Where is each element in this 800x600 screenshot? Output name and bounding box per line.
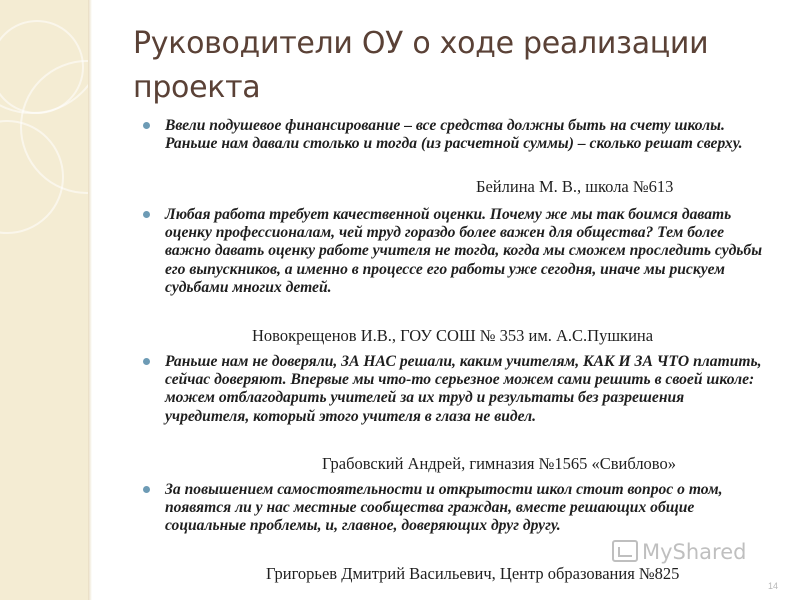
quote-text: Ввели подушевое финансирование – все средства должны быть на счету школы. Раньше нам давали столько и тогда (из расчетной суммы) – сколько решат сверху. xyxy=(165,117,743,153)
quote-author: Новокрещенов И.В., ГОУ СОШ № 353 им. А.С.Пушкина xyxy=(252,326,654,345)
quote-author: Бейлина М. В., школа №613 xyxy=(476,177,674,196)
quote-text: За повышением самостоятельности и открытости школ стоит вопрос о том, появятся ли у нас местные сообщества граждан, вместе решающих общие социальные проблемы, и, главное, доверяющих друг другу. xyxy=(165,481,723,535)
quote-item-4 xyxy=(165,481,765,536)
bullet-icon xyxy=(143,211,150,218)
watermark-text: MyShared xyxy=(642,540,747,564)
bullet-icon xyxy=(143,486,150,493)
bullet-icon xyxy=(143,122,150,129)
watermark-logo xyxy=(612,540,746,564)
quote-item-2 xyxy=(165,206,765,297)
slide-title: Руководители ОУ о ходе реализации проекта xyxy=(133,26,709,105)
slide-number: 14 xyxy=(768,581,779,591)
quote-author: Григорьев Дмитрий Васильевич, Центр образования №825 xyxy=(266,564,680,583)
bullet-icon xyxy=(143,358,150,365)
quote-text: Любая работа требует качественной оценки. Почему же мы так боимся давать оценку профессионалам, чей труд гораздо более важен для общества? Тем более важно давать оценку работе учителя не тогда, когда мы сможем проследить судьбы его выпускников, а именно в процессе его работы уже сегодня, иначе мы рискуем судьбами многих детей. xyxy=(165,206,763,296)
presentation-icon xyxy=(612,540,638,562)
quote-item-1 xyxy=(165,117,765,153)
quote-author: Грабовский Андрей, гимназия №1565 «Свиблово» xyxy=(322,454,676,473)
quote-item-3 xyxy=(165,353,765,426)
quote-text: Раньше нам не доверяли, ЗА НАС решали, каким учителям, КАК И ЗА ЧТО платить, сейчас доверяют. Впервые мы что-то серьезное можем сами решить в своей школе: можем отблагодарить учителей за их труд и результаты без разрешения учредителя, который этого учителя в глаза не видел. xyxy=(165,353,762,425)
